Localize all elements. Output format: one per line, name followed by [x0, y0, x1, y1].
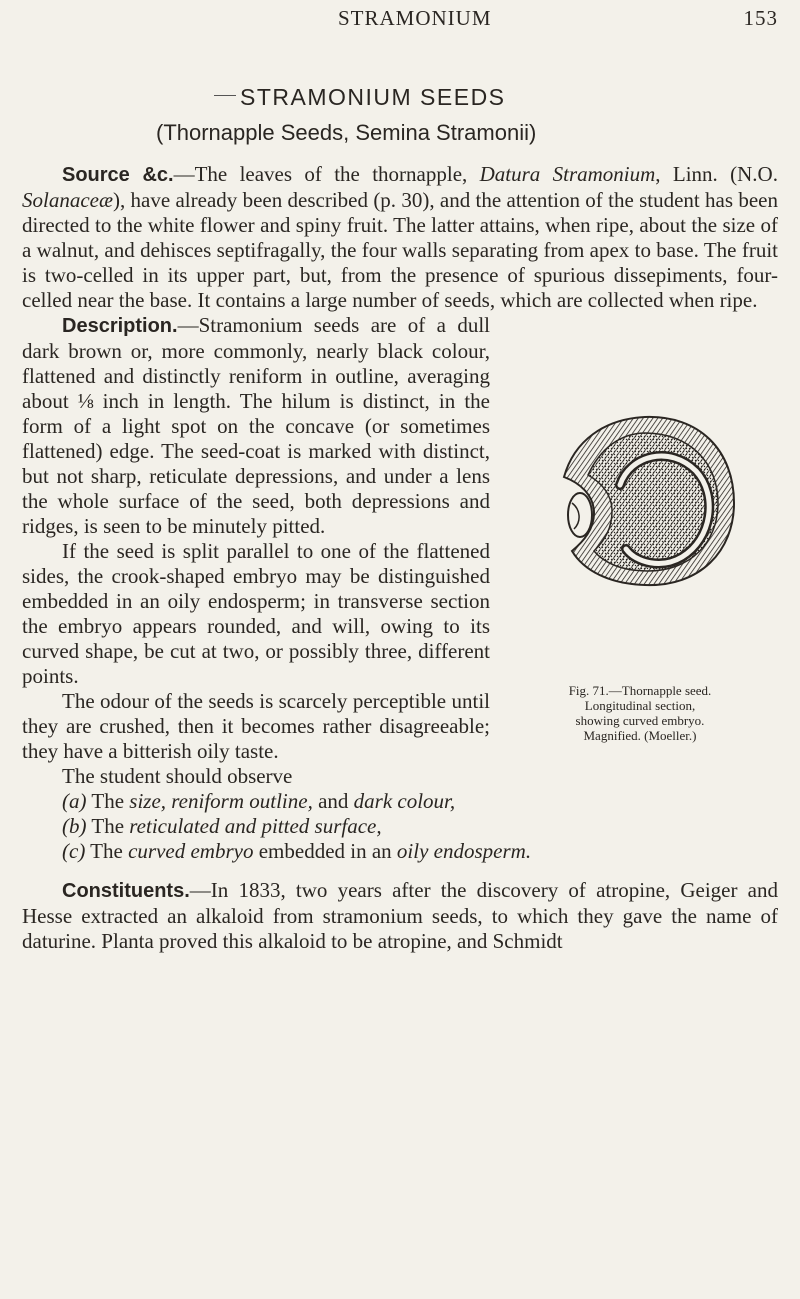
figure-71 — [502, 313, 778, 743]
family-name: Solanaceæ — [22, 188, 113, 212]
source-text: —The leaves of the thornapple, — [173, 162, 480, 186]
page-number: 153 — [743, 6, 778, 30]
constituents-text: —In 1833, two years after the discovery of atropine, Geiger and Hesse extracted an alkaloid from stramonium seeds, to which they gave the name of daturine. Planta proved this alkaloid to be atropine, and Schmidt — [22, 878, 778, 953]
description-heading: Description. — [62, 315, 178, 337]
constituents-heading: Constituents. — [62, 880, 190, 902]
section-title: STRAMONIUM SEEDS — [240, 84, 506, 110]
list-item: (b) The reticulated and pitted surface, — [62, 814, 382, 838]
printer-mark — [214, 95, 236, 96]
observe-intro: The student should observe — [62, 764, 293, 788]
body-text — [22, 162, 778, 954]
caption-line: Longitudinal section, — [584, 698, 696, 713]
source-text: ), have already been described (p. 30), and the attention of the student has been directed to the white flower and spiny fruit. The latter attains, when ripe, about the size of a walnut, and dehisces septifragally, the four walls separating from apex to base. The fruit is two-celled in its upper part, but, from the presence of spurious dissepiments, four-celled near the base. It contains a large number of seeds, which are collected when ripe. — [22, 188, 778, 312]
source-heading: Source &c. — [62, 164, 174, 186]
seed-section-illustration — [550, 411, 740, 591]
constituents-paragraph — [22, 878, 778, 954]
figure-caption — [502, 683, 778, 743]
observe-list — [62, 789, 778, 864]
species-name: Datura Stramonium — [479, 162, 656, 186]
caption-line: showing curved embryo. — [575, 713, 705, 728]
odour-paragraph: The odour of the seeds is scarcely perceptible until they are crushed, then it becomes rather disagreeable; they have a bitterish oily taste. — [22, 689, 490, 763]
list-item: (c) The curved embryo embedded in an oily endosperm. — [62, 839, 532, 863]
caption-line: Fig. 71.—Thornapple seed. — [568, 683, 712, 698]
section-subtitle: (Thornapple Seeds, Semina Stramonii) — [156, 120, 537, 145]
list-item: (a) The size, reniform outline, and dark colour, — [62, 789, 456, 813]
running-head — [0, 4, 800, 34]
source-paragraph — [22, 162, 778, 313]
embryo-paragraph: If the seed is split parallel to one of the flattened sides, the crook-shaped embryo may be distinguished embedded in an oily endosperm; in transverse section the embryo appears rounded, and will, owing to its curved shape, be cut at two, or possibly three, different points. — [22, 539, 490, 688]
running-head-title: STRAMONIUM — [338, 6, 492, 30]
description-text: —Stramonium seeds are of a dull dark brown or, more commonly, nearly black colour, flattened and distinctly reniform in outline, averaging about ⅛ inch in length. The hilum is distinct, in the form of a light spot on the concave (or sometimes flattened) edge. The seed-coat is marked with distinct, but not sharp, reticulate depressions, and under a lens the whole surface of the seed, both depressions and ridges, is seen to be minutely pitted. — [22, 313, 490, 538]
source-text: , Linn. (N.O. — [655, 162, 778, 186]
caption-line: Magnified. (Moeller.) — [583, 728, 697, 743]
